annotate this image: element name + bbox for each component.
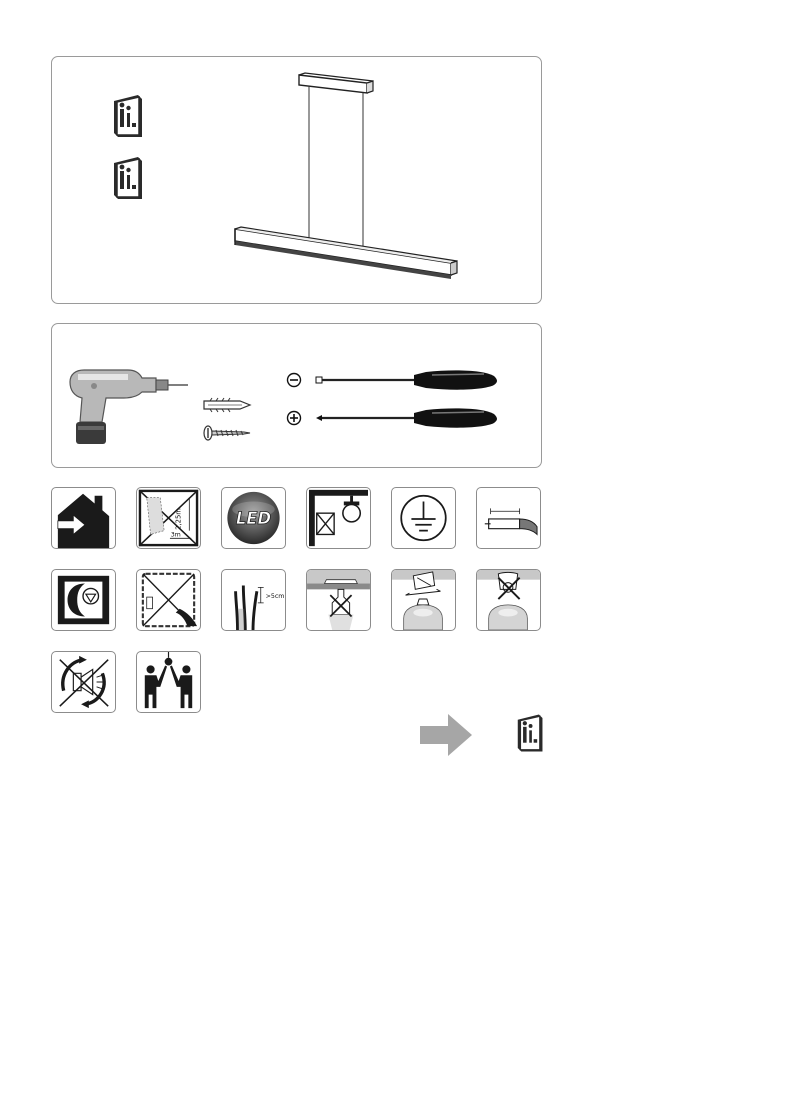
- plus-symbol-icon: [286, 410, 302, 426]
- wire-length-icon: [221, 569, 286, 631]
- no-junction-box-icon: [136, 569, 201, 631]
- bulb-removal-warning-icon: [476, 569, 541, 631]
- flathead-screwdriver-icon: [314, 368, 498, 392]
- wire-strip-icon: [476, 487, 541, 549]
- distance-width-label: 3m: [170, 531, 181, 539]
- wire-length-label: >5cm: [265, 593, 285, 601]
- wall-plug-icon: [202, 396, 252, 414]
- bulb-installation-icon: [391, 569, 456, 631]
- no-cover-icon: [306, 487, 371, 549]
- power-drill-icon: [64, 368, 190, 450]
- no-dimmer-icon: [51, 651, 116, 713]
- screw-icon: [202, 424, 252, 442]
- arrow-right-icon: [420, 714, 472, 756]
- phillips-screwdriver-icon: [314, 406, 498, 430]
- led-icon: [221, 487, 286, 549]
- led-label: LED: [235, 508, 272, 528]
- minus-symbol-icon: [286, 372, 302, 388]
- instruction-manual-icon: [112, 155, 146, 201]
- distance-height-label: 2,25m: [174, 508, 183, 530]
- minimum-distance-icon: [136, 487, 201, 549]
- instruction-manual-icon: [112, 93, 146, 139]
- safety-transformer-icon: [51, 569, 116, 631]
- two-persons-install-icon: [136, 651, 201, 713]
- indoor-use-only-icon: [51, 487, 116, 549]
- instruction-manual-icon: [516, 711, 546, 755]
- no-damp-ceiling-icon: [306, 569, 371, 631]
- tools-panel: [51, 323, 542, 468]
- product-panel: [51, 56, 542, 304]
- linear-pendant-lamp-drawing: [227, 69, 467, 289]
- protective-earth-icon: [391, 487, 456, 549]
